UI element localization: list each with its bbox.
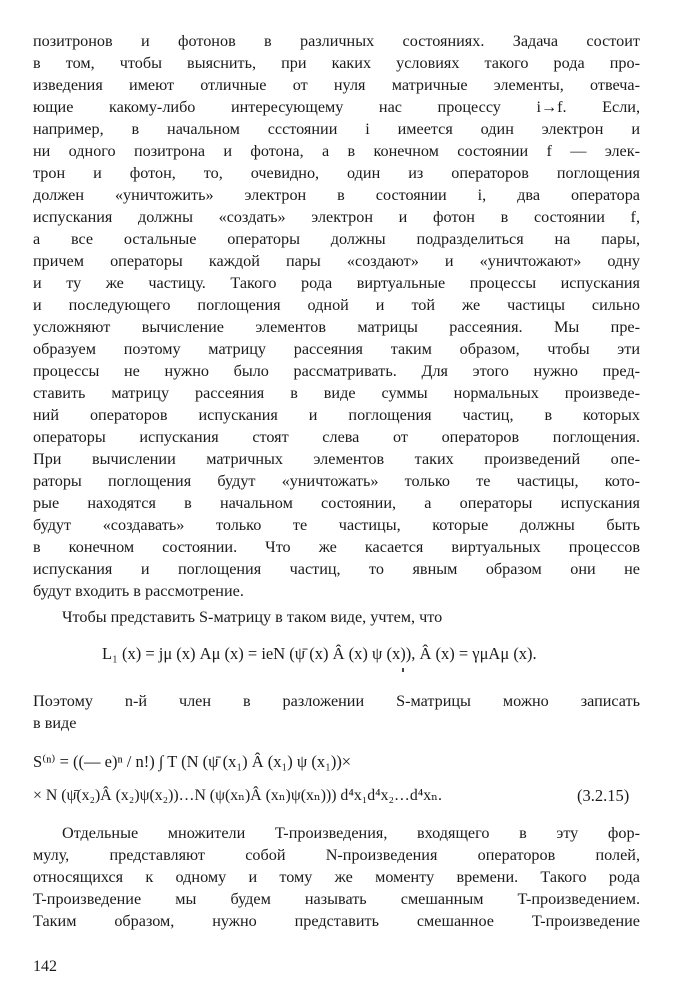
text-line: процессы не нужно было рассматривать. Для этого нужно пред- (33, 362, 640, 380)
s-matrix-intro: Чтобы представить S-матрицу в таком виде, учтем, что (62, 608, 443, 626)
text-line: позитронов и фотонов в различных состояниях. Задача состоит (33, 32, 640, 50)
text-line: образуем поэтому матрицу рассеяния таким образом, чтобы эти (33, 340, 640, 358)
text-line: Таким образом, нужно представить смешанное T-произведение (33, 912, 640, 930)
text-line: испускания и поглощения частиц, то явным образом они не (33, 560, 640, 578)
text-line: раторы поглощения будут «уничтожать» только те частицы, кото- (33, 472, 640, 490)
text-line: операторы испускания стоят слева от операторов поглощения. (33, 428, 640, 446)
page-number: 142 (33, 958, 57, 975)
text-line: Отдельные множители T-произведения, входящего в эту фор- (62, 824, 640, 842)
lagrangian-equation: L₁ (x) = jμ (x) Aμ (x) = ieN (ψ̄ (x) Â (x) ψ (x)), Â (x) = γμAμ (x). (102, 644, 537, 663)
text-line: будут входить в рассмотрение. (33, 582, 244, 600)
s-matrix-equation-line-1: S⁽ⁿ⁾ = ((— e)ⁿ / n!) ∫ T (N (ψ̄ (x₁) Â (x₁) ψ (x₁))× (33, 752, 352, 771)
text-line: рые находятся в начальном состоянии, а операторы испускания (33, 494, 640, 512)
print-mark (402, 668, 404, 672)
equation-number: (3.2.15) (577, 786, 630, 805)
text-line: в виде (33, 714, 77, 732)
text-line: в том, чтобы выяснить, при каких условиях такого рода про- (33, 54, 640, 72)
text-line: причем операторы каждой пары «создают» и «уничтожают» одну (33, 252, 640, 270)
text-line: и ту же частицу. Такого рода виртуальные процессы испускания (33, 274, 640, 292)
text-line: и последующего поглощения одной и той же частицы сильно (33, 296, 640, 314)
text-line: а все остальные операторы должны подразделиться на пары, (33, 230, 640, 248)
text-line: усложняют вычисление элементов матрицы рассеяния. Мы пре- (33, 318, 640, 336)
text-line: относящихся к одному и тому же моменту времени. Такого рода (33, 868, 640, 886)
text-line: мулу, представляют собой N-произведения операторов полей, (33, 846, 640, 864)
text-line: ни одного позитрона и фотона, а в конечном состоянии f — элек- (33, 142, 640, 160)
text-line: например, в начальном ссстоянии i имеется один электрон и (33, 120, 640, 138)
text-line: в конечном состоянии. Что же касается виртуальных процессов (33, 538, 640, 556)
text-line: ющие какому-либо интересующему нас процессу i→f. Если, (33, 98, 640, 116)
text-line: T-произведение мы будем называть смешанным T-произведением. (33, 890, 640, 908)
text-line: будут «создавать» только те частицы, которые должны быть (33, 516, 640, 534)
text-line: трон и фотон, то, очевидно, один из операторов поглощения (33, 164, 640, 182)
text-line: изведения имеют отличные от нуля матричные элементы, отвеча- (33, 76, 640, 94)
text-line: ний операторов испускания и поглощения частиц, в которых (33, 406, 640, 424)
s-matrix-equation-line-2: × N (ψ̄(x₂)Â (x₂)ψ(x₂))…N (ψ(xₙ)Â (xₙ)ψ(xₙ))) d⁴x₁d⁴x₂…d⁴xₙ. (33, 787, 442, 804)
text-line: Поэтому n-й член в разложении S-матрицы можно записать (33, 692, 640, 710)
text-line: должен «уничтожить» электрон в состоянии i, два оператора (33, 186, 640, 204)
text-line: При вычислении матричных элементов таких произведений опе- (33, 450, 640, 468)
text-line: испускания должны «создать» электрон и фотон в состоянии f, (33, 208, 640, 226)
text-line: ставить матрицу рассеяния в виде суммы нормальных произведе- (33, 384, 640, 402)
